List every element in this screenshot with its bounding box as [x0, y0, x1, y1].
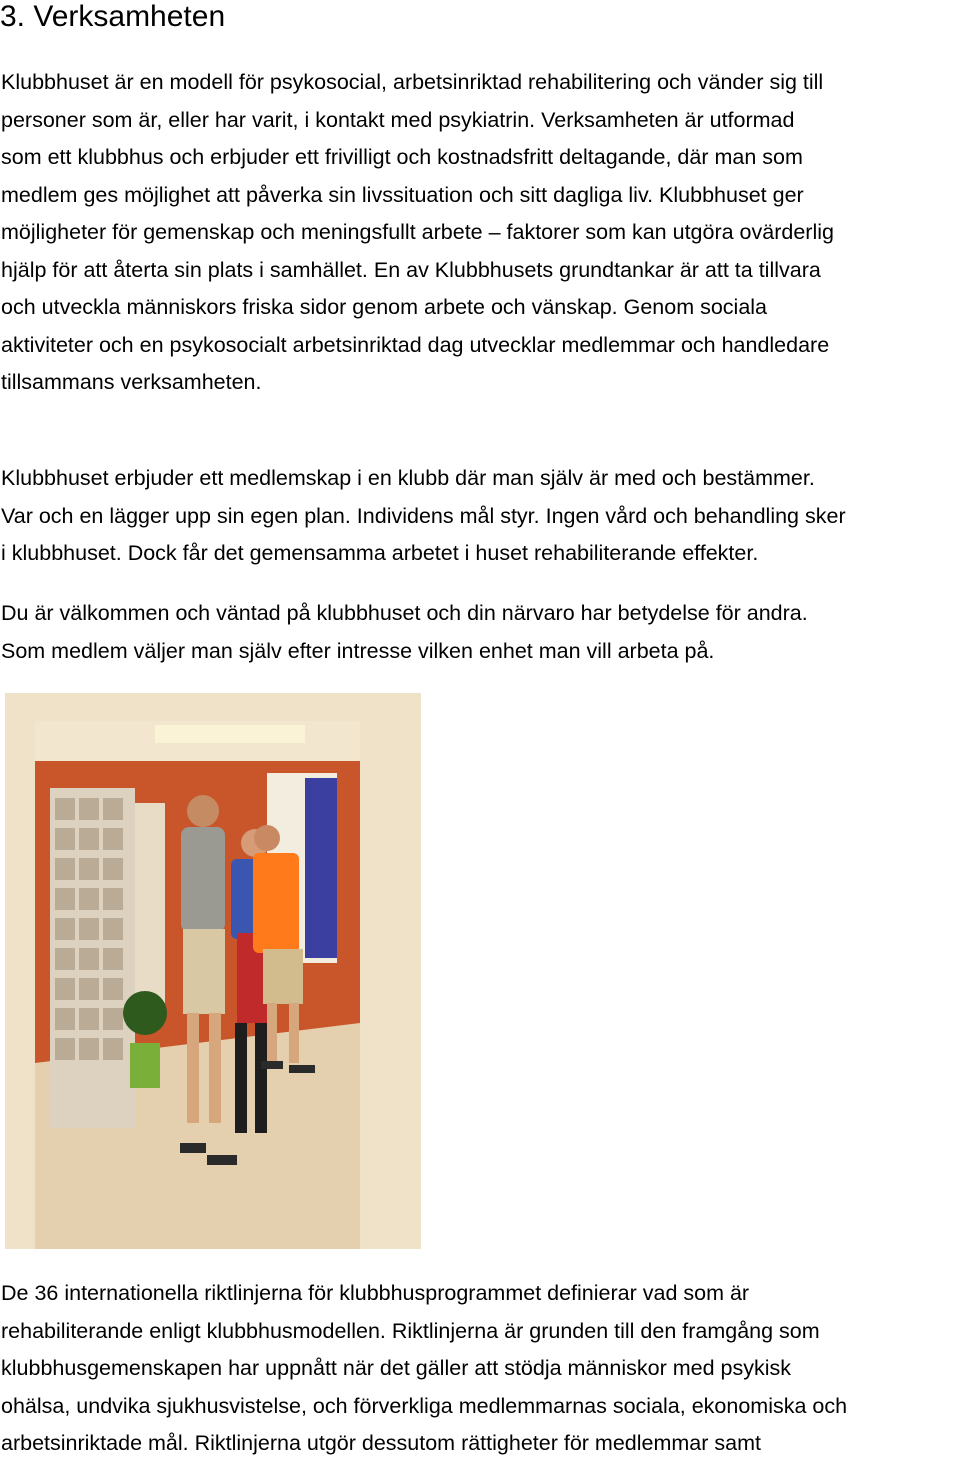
text-line: medlem ges möjlighet att påverka sin livssituation och sitt dagliga liv. Klubbhuset ger	[1, 182, 804, 207]
text-line: Du är välkommen och väntad på klubbhuset och din närvaro har betydelse för andra.	[1, 601, 808, 625]
text-line: personer som är, eller har varit, i kontakt med psykiatrin. Verksamheten är utformad	[1, 107, 795, 132]
text-line: som ett klubbhus och erbjuder ett frivilligt och kostnadsfritt deltagande, där man som	[1, 145, 803, 169]
text-line: tillsammans verksamheten.	[1, 370, 262, 394]
text-line: rehabiliterande enligt klubbhusmodellen. Riktlinjerna är grunden till den framgång som	[1, 1318, 820, 1343]
text-line: möjligheter för gemenskap och meningsfullt arbete – faktorer som kan utgöra ovärderlig	[1, 220, 834, 244]
paragraph-welcome	[1, 595, 959, 670]
text-line: i klubbhuset. Dock får det gemensamma arbetet i huset rehabiliterande effekter.	[1, 541, 759, 565]
text-line: ohälsa, undvika sjukhusvistelse, och förverkliga medlemmarnas sociala, ekonomiska och	[1, 1393, 848, 1418]
section-heading: 3. Verksamheten	[0, 0, 226, 33]
text-line: hjälp för att återta sin plats i samhället. En av Klubbhusets grundtankar är att ta tillvara	[1, 257, 821, 282]
text-line: aktiviteter och en psykosocialt arbetsinriktad dag utvecklar medlemmar och handledare	[1, 332, 830, 357]
text-line: De 36 internationella riktlinjerna för klubbhusprogrammet definierar vad som är	[1, 1281, 750, 1305]
paragraph-guidelines	[1, 1275, 959, 1463]
text-line: Som medlem väljer man själv efter intresse vilken enhet man vill arbeta på.	[1, 638, 715, 663]
paragraph-membership	[1, 460, 959, 573]
clubhouse-photo	[5, 693, 421, 1249]
text-line: Klubbhuset är en modell för psykosocial, arbetsinriktad rehabilitering och vänder sig till	[1, 70, 824, 94]
text-line: Klubbhuset erbjuder ett medlemskap i en klubb där man själv är med och bestämmer.	[1, 466, 815, 490]
text-line: och utveckla människors friska sidor genom arbete och vänskap. Genom sociala	[1, 295, 768, 319]
text-line: arbetsinriktade mål. Riktlinjerna utgör dessutom rättigheter för medlemmar samt	[1, 1431, 761, 1455]
text-line: klubbhusgemenskapen har uppnått när det gäller att stödja människor med psykisk	[1, 1356, 791, 1380]
text-line: Var och en lägger upp sin egen plan. Individens mål styr. Ingen vård och behandling sker	[1, 503, 846, 528]
paragraph-intro	[1, 64, 959, 402]
